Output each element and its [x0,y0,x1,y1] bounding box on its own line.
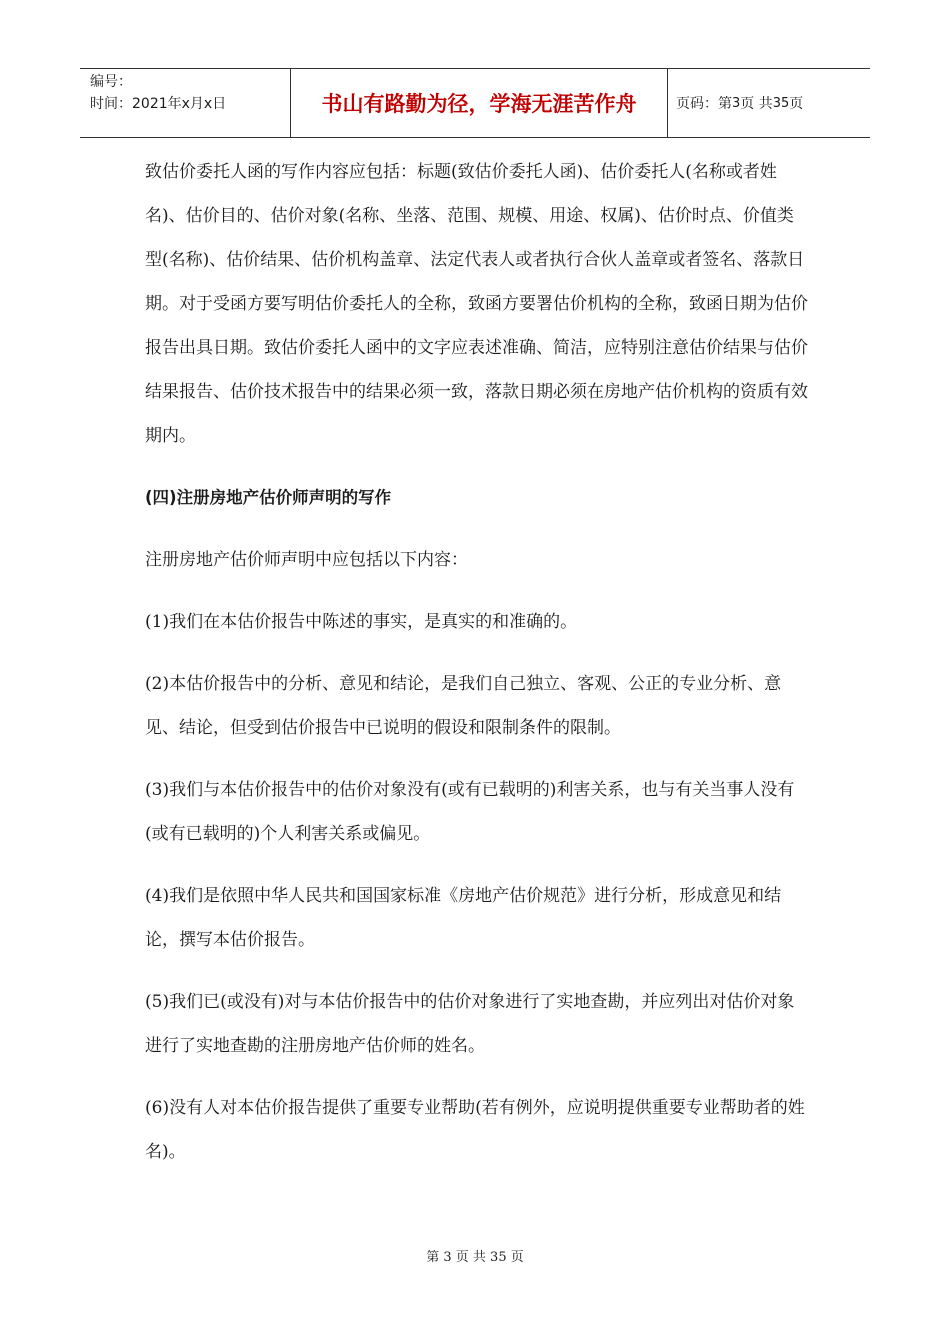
list-item: (2)本估价报告中的分析、意见和结论，是我们自己独立、客观、公正的专业分析、意见、结论，但受到估价报告中已说明的假设和限制条件的限制。 [145,674,782,738]
page-suffix: 页 [789,96,804,112]
page-prefix: 页码：第 [676,96,732,112]
list-item: (5)我们已(或没有)对与本估价报告中的估价对象进行了实地查勘，并应列出对估价对象进行了实地查勘的注册房地产估价师的姓名。 [145,992,795,1056]
page-total: 35 [772,95,790,111]
header-page-info [668,69,870,137]
list-item: (4)我们是依照中华人民共和国国家标准《房地产估价规范》进行分析，形成意见和结论，撰写本估价报告。 [145,886,782,950]
section-intro: 注册房地产估价师声明中应包括以下内容： [145,550,468,570]
list-item: (3)我们与本估价报告中的估价对象没有(或有已载明的)利害关系，也与有关当事人没有(或有已载明的)个人利害关系或偏见。 [145,780,795,844]
intro-paragraph: 致估价委托人函的写作内容应包括：标题(致估价委托人函)、估价委托人(名称或者姓名)、估价目的、估价对象(名称、坐落、范围、规模、用途、权属)、估价时点、价值类型(名称)、估价结果、估价机构盖章、法定代表人或者执行合伙人盖章或者签名、落款日期。对于受函方要写明估价委托人的全称，致函方要署估价机构的全称，致函日期为估价报告出具日期。致估价委托人函中的文字应表述准确、简洁，应特别注意估价结果与估价结果报告、估价技术报告中的结果必须一致，落款日期必须在房地产估价机构的资质有效期内。 [145,162,808,446]
header-meta [80,69,291,137]
serial-label: 编号： [90,74,132,90]
list-item: (6)没有人对本估价报告提供了重要专业帮助(若有例外，应说明提供重要专业帮助者的姓名)。 [145,1098,805,1162]
header-motto: 书山有路勤为径，学海无涯苦作舟 [291,69,668,137]
section-heading: (四)注册房地产估价师声明的写作 [145,488,392,507]
page-header [80,68,870,138]
page-middle: 页 共 [740,96,773,112]
document-body [145,150,810,1174]
page-footer: 第 3 页 共 35 页 [426,1250,524,1265]
date-label: 时间：2021年x月x日 [90,96,227,112]
list-item: (1)我们在本估价报告中陈述的事实，是真实的和准确的。 [145,612,578,632]
page-current: 3 [732,95,741,111]
